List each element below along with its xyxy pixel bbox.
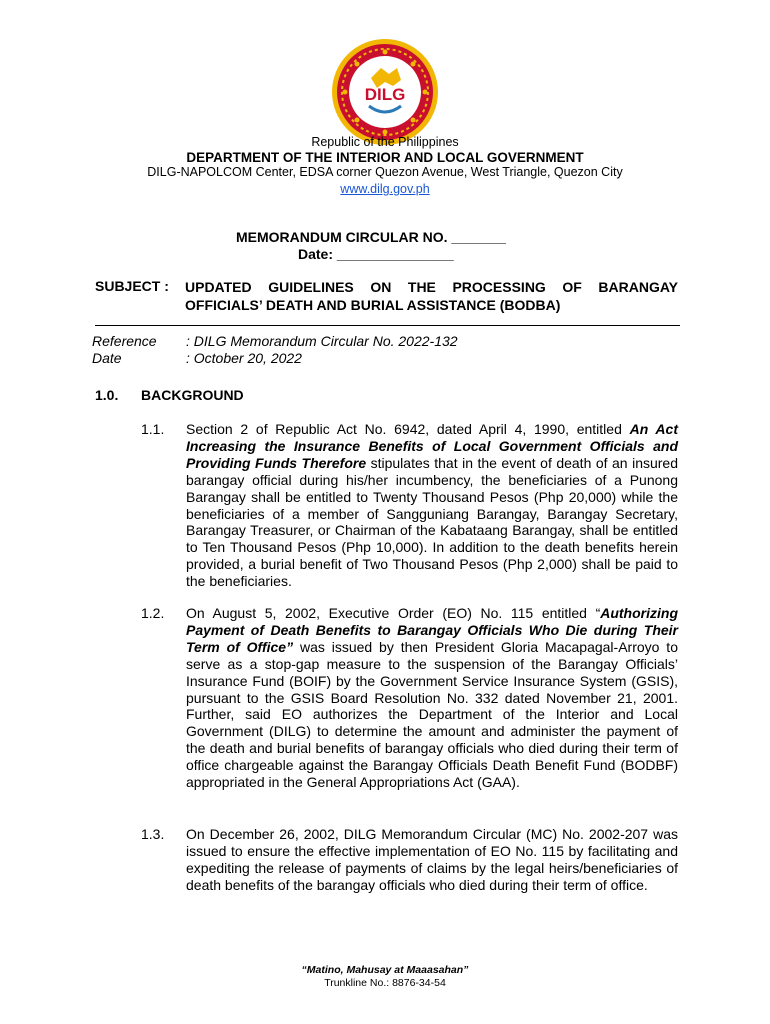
website-link[interactable]: www.dilg.gov.ph bbox=[340, 182, 430, 196]
svg-text:DILG: DILG bbox=[364, 85, 406, 104]
paragraph-body bbox=[186, 605, 678, 791]
dilg-seal-icon bbox=[331, 38, 439, 146]
paragraph-body bbox=[186, 421, 678, 590]
paragraph-number: 1.1. bbox=[141, 421, 165, 437]
subject-text: UPDATED GUIDELINES ON THE PROCESSING OF BARANGAY OFFICIALS’ DEATH AND BURIAL ASSISTANCE (BODBA) bbox=[185, 279, 678, 313]
department-name: DEPARTMENT OF THE INTERIOR AND LOCAL GOVERNMENT bbox=[186, 150, 584, 165]
divider bbox=[95, 325, 680, 326]
paragraph-text: On December 26, 2002, DILG Memorandum Circular (MC) No. 2002-207 was issued to ensure the effective implementation of EO No. 115 by facilitating and expediting the release of payments of claims by the legal heirs/beneficiaries of death benefits of the barangay officials who died during their term of office. bbox=[186, 826, 678, 893]
footer-motto: “Matino, Mahusay at Maaasahan” bbox=[301, 964, 469, 976]
subject-label: SUBJECT : bbox=[95, 278, 169, 294]
address-line: DILG-NAPOLCOM Center, EDSA corner Quezon Avenue, West Triangle, Quezon City bbox=[147, 165, 623, 179]
section-number: 1.0. bbox=[95, 387, 119, 403]
memo-circular-number: MEMORANDUM CIRCULAR NO. _______ bbox=[236, 229, 506, 245]
paragraph-body bbox=[186, 826, 678, 894]
reference-label: Reference bbox=[92, 333, 157, 349]
paragraph-text: was issued by then President Gloria Macapagal-Arroyo to serve as a stop-gap measure to the suspension of the Barangay Officials’ Insurance Fund (BOIF) by the Government Service Insurance System (GSIS), pursuant to the GSIS Board Resolution No. 332 dated November 21, 2001. Further, said EO authorizes the Department of the Interior and Local Government (DILG) to determine the amount and administer the payment of the death and burial benefits of barangay officials who died during their term of office chargeable against the Barangay Officials Death Benefit Fund (BODBF) appropriated in the General Appropriations Act (GAA). bbox=[186, 638, 678, 791]
paragraph-number: 1.2. bbox=[141, 605, 165, 621]
website-row bbox=[0, 180, 770, 198]
reference-value: : DILG Memorandum Circular No. 2022-132 bbox=[186, 333, 458, 349]
footer-trunkline: Trunkline No.: 8876-34-54 bbox=[324, 977, 446, 989]
section-title: BACKGROUND bbox=[141, 387, 244, 403]
eo-title: Authorizing Payment of Death Benefits to Barangay Officials Who Die during Their Term of Office” bbox=[186, 605, 678, 655]
paragraph-number: 1.3. bbox=[141, 826, 165, 842]
paragraph-text: stipulates that in the event of death of an insured barangay official during his/her incumbency, the beneficiaries of a Punong Barangay shall be entitled to Twenty Thousand Pesos (Php 20,000) while the beneficiaries of a member of Sangguniang Barangay, Barangay Secretary, Barangay Treasurer, or Chairman of the Kabataang Barangay, shall be entitled to Ten Thousand Pesos (Php 10,000). In addition to the death benefits herein provided, a burial benefit of Two Thousand Pesos (Php 2,000) shall be paid to the beneficiaries. bbox=[186, 454, 678, 590]
reference-date-label: Date bbox=[92, 350, 122, 366]
reference-date-value: : October 20, 2022 bbox=[186, 350, 302, 366]
act-title: An Act Increasing the Insurance Benefits of Local Government Officials and Providing Funds Therefore bbox=[186, 421, 678, 471]
memo-date: Date: _______________ bbox=[298, 246, 454, 262]
republic-line: Republic of the Philippines bbox=[311, 135, 459, 149]
paragraph-text: Section 2 of Republic Act No. 6942, dated April 4, 1990, entitled bbox=[186, 421, 630, 437]
paragraph-text: On August 5, 2002, Executive Order (EO) No. 115 entitled “ bbox=[186, 605, 601, 621]
dilg-logo bbox=[331, 38, 439, 146]
